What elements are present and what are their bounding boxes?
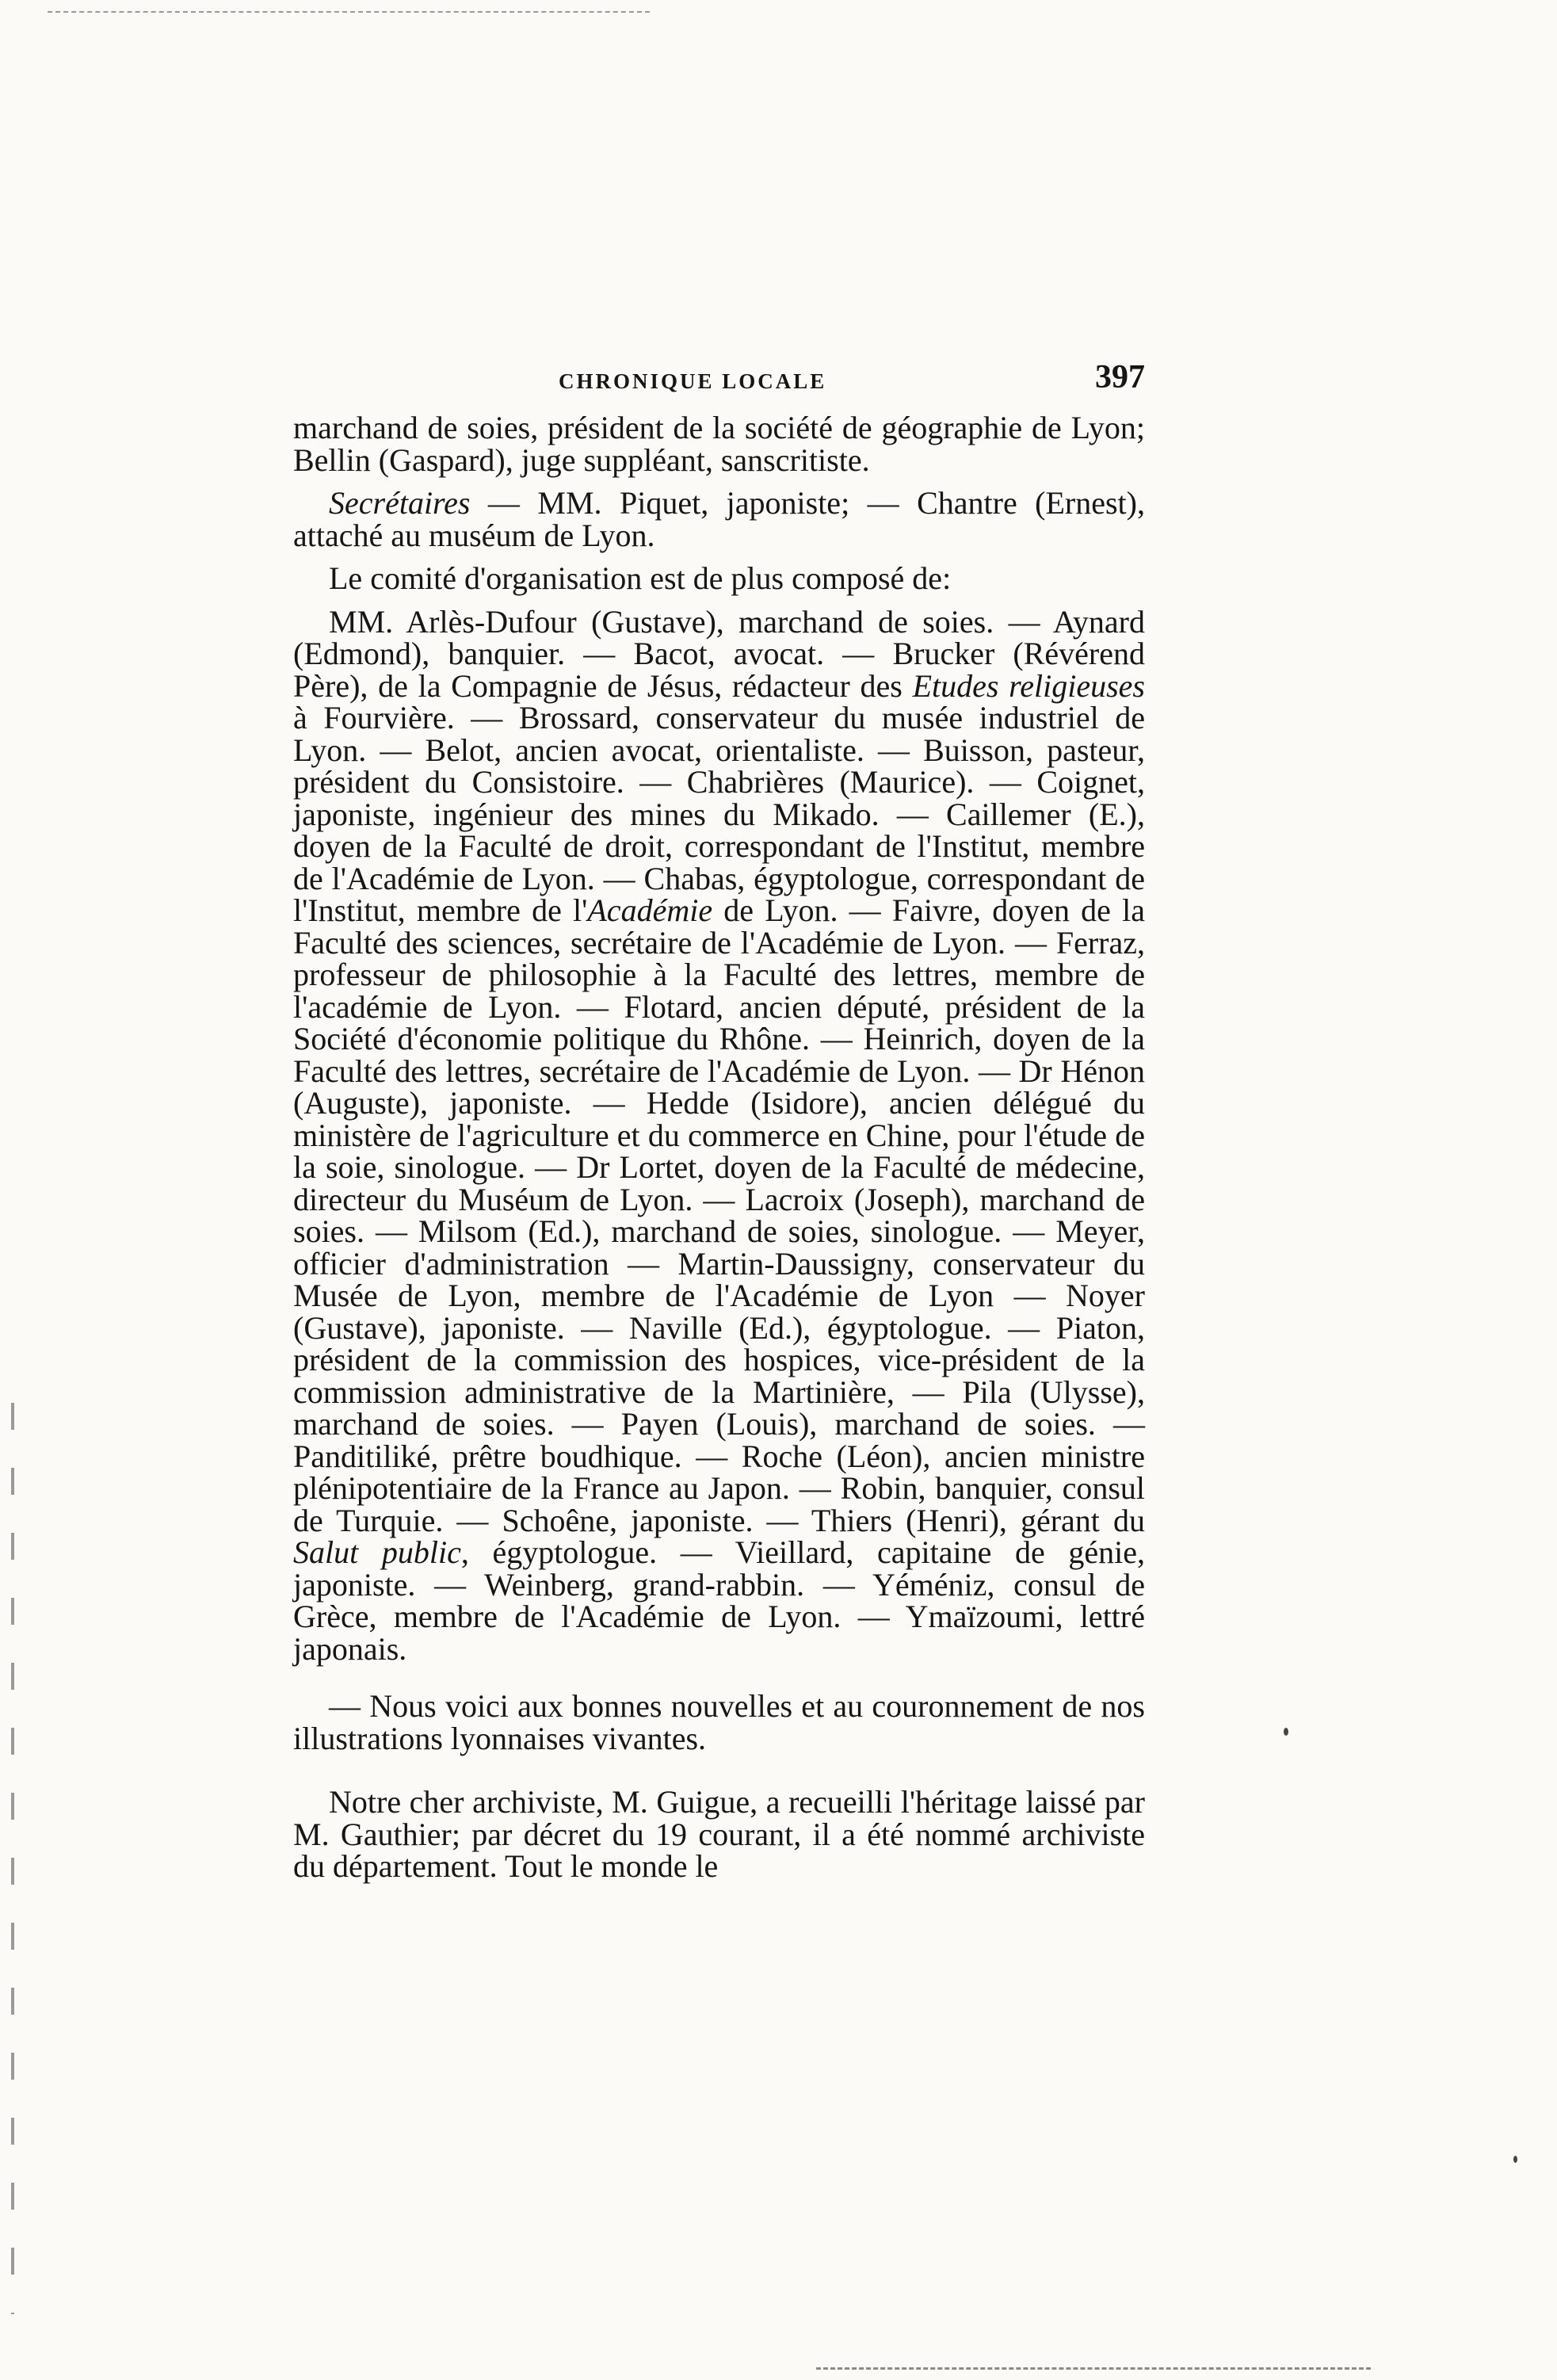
paragraph-continued: marchand de soies, président de la société de géographie de Lyon; Bellin (Gaspard), juge suppléant, sanscritiste.: [293, 410, 1145, 478]
paragraph-good-news: — Nous voici aux bonnes nouvelles et au couronnement de nos illustrations lyonnaises vivantes.: [293, 1688, 1145, 1756]
scan-speck: [1284, 1728, 1288, 1736]
members-text-part: à Fourvière. — Brossard, conservateur du musée industriel de Lyon. — Belot, ancien avocat, orientaliste. — Buisson, pasteur, président du Consistoire. — Chabrières (Maurice). — Coignet, japoniste, ingénieur des mines du Mikado. — Caillemer (E.), doyen de la Faculté de droit, correspondant de l'Institut, membre de l'Académie de Lyon. — Chabas, égyptologue, correspondant de l'Institut, membre de l': [293, 700, 1145, 928]
paragraph-committee-intro: Le comité d'organisation est de plus composé de:: [329, 560, 952, 596]
scan-bottom-rule: [816, 2367, 1371, 2370]
running-title: CHRONIQUE LOCALE: [559, 369, 827, 393]
page-header: [293, 353, 1145, 401]
publication-title: Etudes religieuses: [912, 667, 1145, 704]
members-text-part: , égyptologue. — Vieillard, capitaine de génie, japoniste. — Weinberg, grand-rabbin. — Yéméniz, consul de Grèce, membre de l'Académie de Lyon. — Ymaïzoumi, lettré japonais.: [293, 1534, 1145, 1667]
page-number: 397: [1095, 359, 1145, 395]
secretaries-label: Secrétaires: [329, 485, 471, 521]
scan-speck: [1513, 2156, 1517, 2163]
paragraph-secretaries: [293, 487, 1145, 552]
scan-margin-marks: [11, 1403, 14, 2314]
newspaper-title: Salut public: [293, 1534, 461, 1570]
members-text-part: MM. Arlès-Dufour (Gustave), marchand de soies. — Aynard (Edmond), banquier. — Bacot, avocat. — Brucker (Révérend Père), de la Compagnie de Jésus, rédacteur des: [293, 603, 1145, 704]
secretaries-text: — MM. Piquet, japoniste; — Chantre (Ernest), attaché au muséum de Lyon.: [293, 485, 1145, 553]
paragraph-committee-members: [293, 603, 1145, 1667]
paragraph-archivist: Notre cher archiviste, M. Guigue, a recueilli l'héritage laissé par M. Gauthier; par décret du 19 courant, il a été nommé archiviste du département. Tout le monde le: [293, 1784, 1145, 1884]
page-body: [293, 412, 1145, 1883]
members-text-part: de Lyon. — Faivre, doyen de la Faculté des sciences, secrétaire de l'Académie de Lyon. — Ferraz, professeur de philosophie à la Faculté des lettres, membre de l'académie de Lyon. — Flotard, ancien député, président de la Société d'économie politique du Rhône. — Heinrich, doyen de la Faculté des lettres, secrétaire de l'Académie de Lyon. — Dr Hénon (Auguste), japoniste. — Hedde (Isidore), ancien délégué du ministère de l'agriculture et du commerce en Chine, pour l'étude de la soie, sinologue. — Dr Lortet, doyen de la Faculté de médecine, directeur du Muséum de Lyon. — Lacroix (Joseph), marchand de soies. — Milsom (Ed.), marchand de soies, sinologue. — Meyer, officier d'administration — Martin-Daussigny, conservateur du Musée de Lyon, membre de l'Académie de Lyon — Noyer (Gustave), japoniste. — Naville (Ed.), égyptologue. — Piaton, président de la commission des hospices, vice-président de la commission administrative de la Martinière, — Pila (Ulysse), marchand de soies. — Payen (Louis), marchand de soies. — Panditiliké, prêtre boudhique. — Roche (Léon), ancien ministre plénipotentiaire de la France au Japon. — Robin, banquier, consul de Turquie. — Schoêne, japoniste. — Thiers (Henri), gérant du: [293, 892, 1145, 1538]
members-italic-word: Académie: [587, 892, 713, 928]
scan-top-rule: [48, 11, 650, 13]
